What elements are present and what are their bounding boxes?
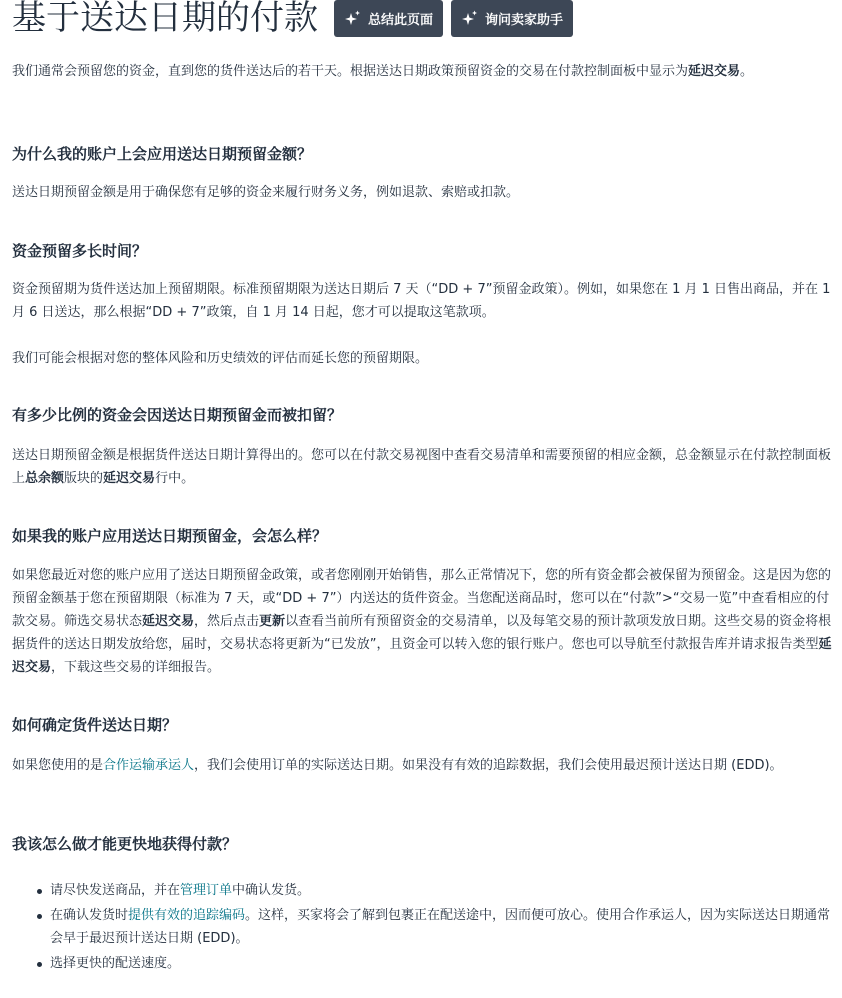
list-item: [50, 952, 836, 975]
text: 中确认发货。: [232, 883, 311, 898]
bold-total-balance: 总余额: [25, 471, 65, 486]
intro-text-end: 。: [740, 64, 754, 79]
list-item: [50, 904, 836, 950]
text: 版块的: [64, 471, 104, 486]
section-heading-what-happens: 如果我的账户应用送达日期预留金，会怎么样？: [12, 527, 328, 545]
partnered-carrier-link[interactable]: 合作运输承运人: [103, 758, 195, 773]
section-paragraph: 我们可能会根据对您的整体风险和历史绩效的评估而延长您的预留期限。: [12, 351, 429, 366]
ask-seller-assistant-button[interactable]: [451, 0, 573, 37]
ask-seller-assistant-label: 询问卖家助手: [485, 12, 564, 28]
section-paragraph: [12, 754, 836, 777]
text: ，下载这些交易的详细报告。: [51, 660, 221, 675]
bold-update: 更新: [259, 614, 286, 629]
text: ，我们会使用订单的实际送达日期。如果没有有效的追踪数据，我们会使用最迟预计送达日期 (EDD)。: [194, 758, 783, 773]
text: 。这样，买家将会了解到包裹正在配送途中，因而便可放心。使用合作承运人，因为实际送达日期通常会早于最迟预计送达日期 (EDD)。: [50, 908, 831, 946]
sparkle-icon: [344, 9, 362, 27]
tips-list: [12, 879, 836, 977]
text: 送达日期预留金额是根据货件送达日期计算得出的。您可以在付款交易视图中查看交易清单和需要预留的相应金额，总金额显示在付款控制面板上: [12, 448, 832, 486]
section-paragraph: 资金预留期为货件送达加上预留期限。标准预留期限为送达日期后 7 天（“DD + 7”预留金政策）。例如，如果您在 1 月 1 日售出商品，并在 1 月 6 日送达，那么根据“DD + 7”政策，自 1 月 14 日起，您才可以提取这笔款项。: [12, 282, 831, 320]
intro-text: 我们通常会预留您的资金，直到您的货件送达后的若干天。根据送达日期政策预留资金的交易在付款控制面板中显示为: [12, 64, 689, 79]
valid-tracking-link[interactable]: 提供有效的追踪编码: [128, 908, 246, 923]
section-paragraph: [12, 444, 836, 490]
section-heading-why: 为什么我的账户上会应用送达日期预留金额？: [12, 145, 313, 163]
bold-deferred: 延迟交易: [12, 637, 832, 675]
section-heading-delivery-date: 如何确定货件送达日期？: [12, 716, 178, 734]
page-title: 基于送达日期的付款: [12, 0, 318, 38]
manage-orders-link[interactable]: 管理订单: [180, 883, 233, 898]
text: 如果您最近对您的账户应用了送达日期预留金政策，或者您刚刚开始销售，那么正常情况下，您的所有资金都会被保留为预留金。这是因为您的预留金额基于您在预留期限（标准为 7 天，或“DD + 7”）内送达的货件资金。当您配送商品时，您可以在“付款”>“交易一览”中查看相应的付款交易。筛选交易状态: [12, 568, 832, 629]
intro-bold-deferred: 延迟交易: [688, 64, 741, 79]
list-item: [50, 879, 836, 902]
text: 请尽快发送商品，并在: [50, 883, 181, 898]
section-heading-how-long: 资金预留多长时间？: [12, 242, 148, 260]
text: 行中。: [155, 471, 195, 486]
section-heading-how-much: 有多少比例的资金会因送达日期预留金而被扣留？: [12, 406, 343, 424]
section-heading-faster-payment: 我该怎么做才能更快地获得付款？: [12, 835, 238, 853]
bold-deferred: 延迟交易: [103, 471, 156, 486]
sparkle-icon: [461, 9, 479, 27]
intro-paragraph: [12, 60, 836, 83]
text: 如果您使用的是: [12, 758, 104, 773]
section-paragraph: [12, 564, 836, 679]
title-row: [12, 0, 836, 38]
text: 在确认发货时: [50, 908, 129, 923]
text: ，然后点击: [194, 614, 260, 629]
bold-deferred: 延迟交易: [142, 614, 195, 629]
text: 选择更快的配送速度。: [50, 956, 181, 971]
section-paragraph: 送达日期预留金额是用于确保您有足够的资金来履行财务义务，例如退款、索赔或扣款。: [12, 185, 520, 200]
summarize-page-button[interactable]: [334, 0, 443, 37]
summarize-page-label: 总结此页面: [368, 12, 434, 28]
text: 以查看当前所有预留资金的交易清单，以及每笔交易的预计款项发放日期。这些交易的资金将根据货件的送达日期发放给您，届时，交易状态将更新为“已发放”，且资金可以转入您的银行账户。您也可以导航至付款报告库并请求报告类型: [12, 614, 832, 652]
